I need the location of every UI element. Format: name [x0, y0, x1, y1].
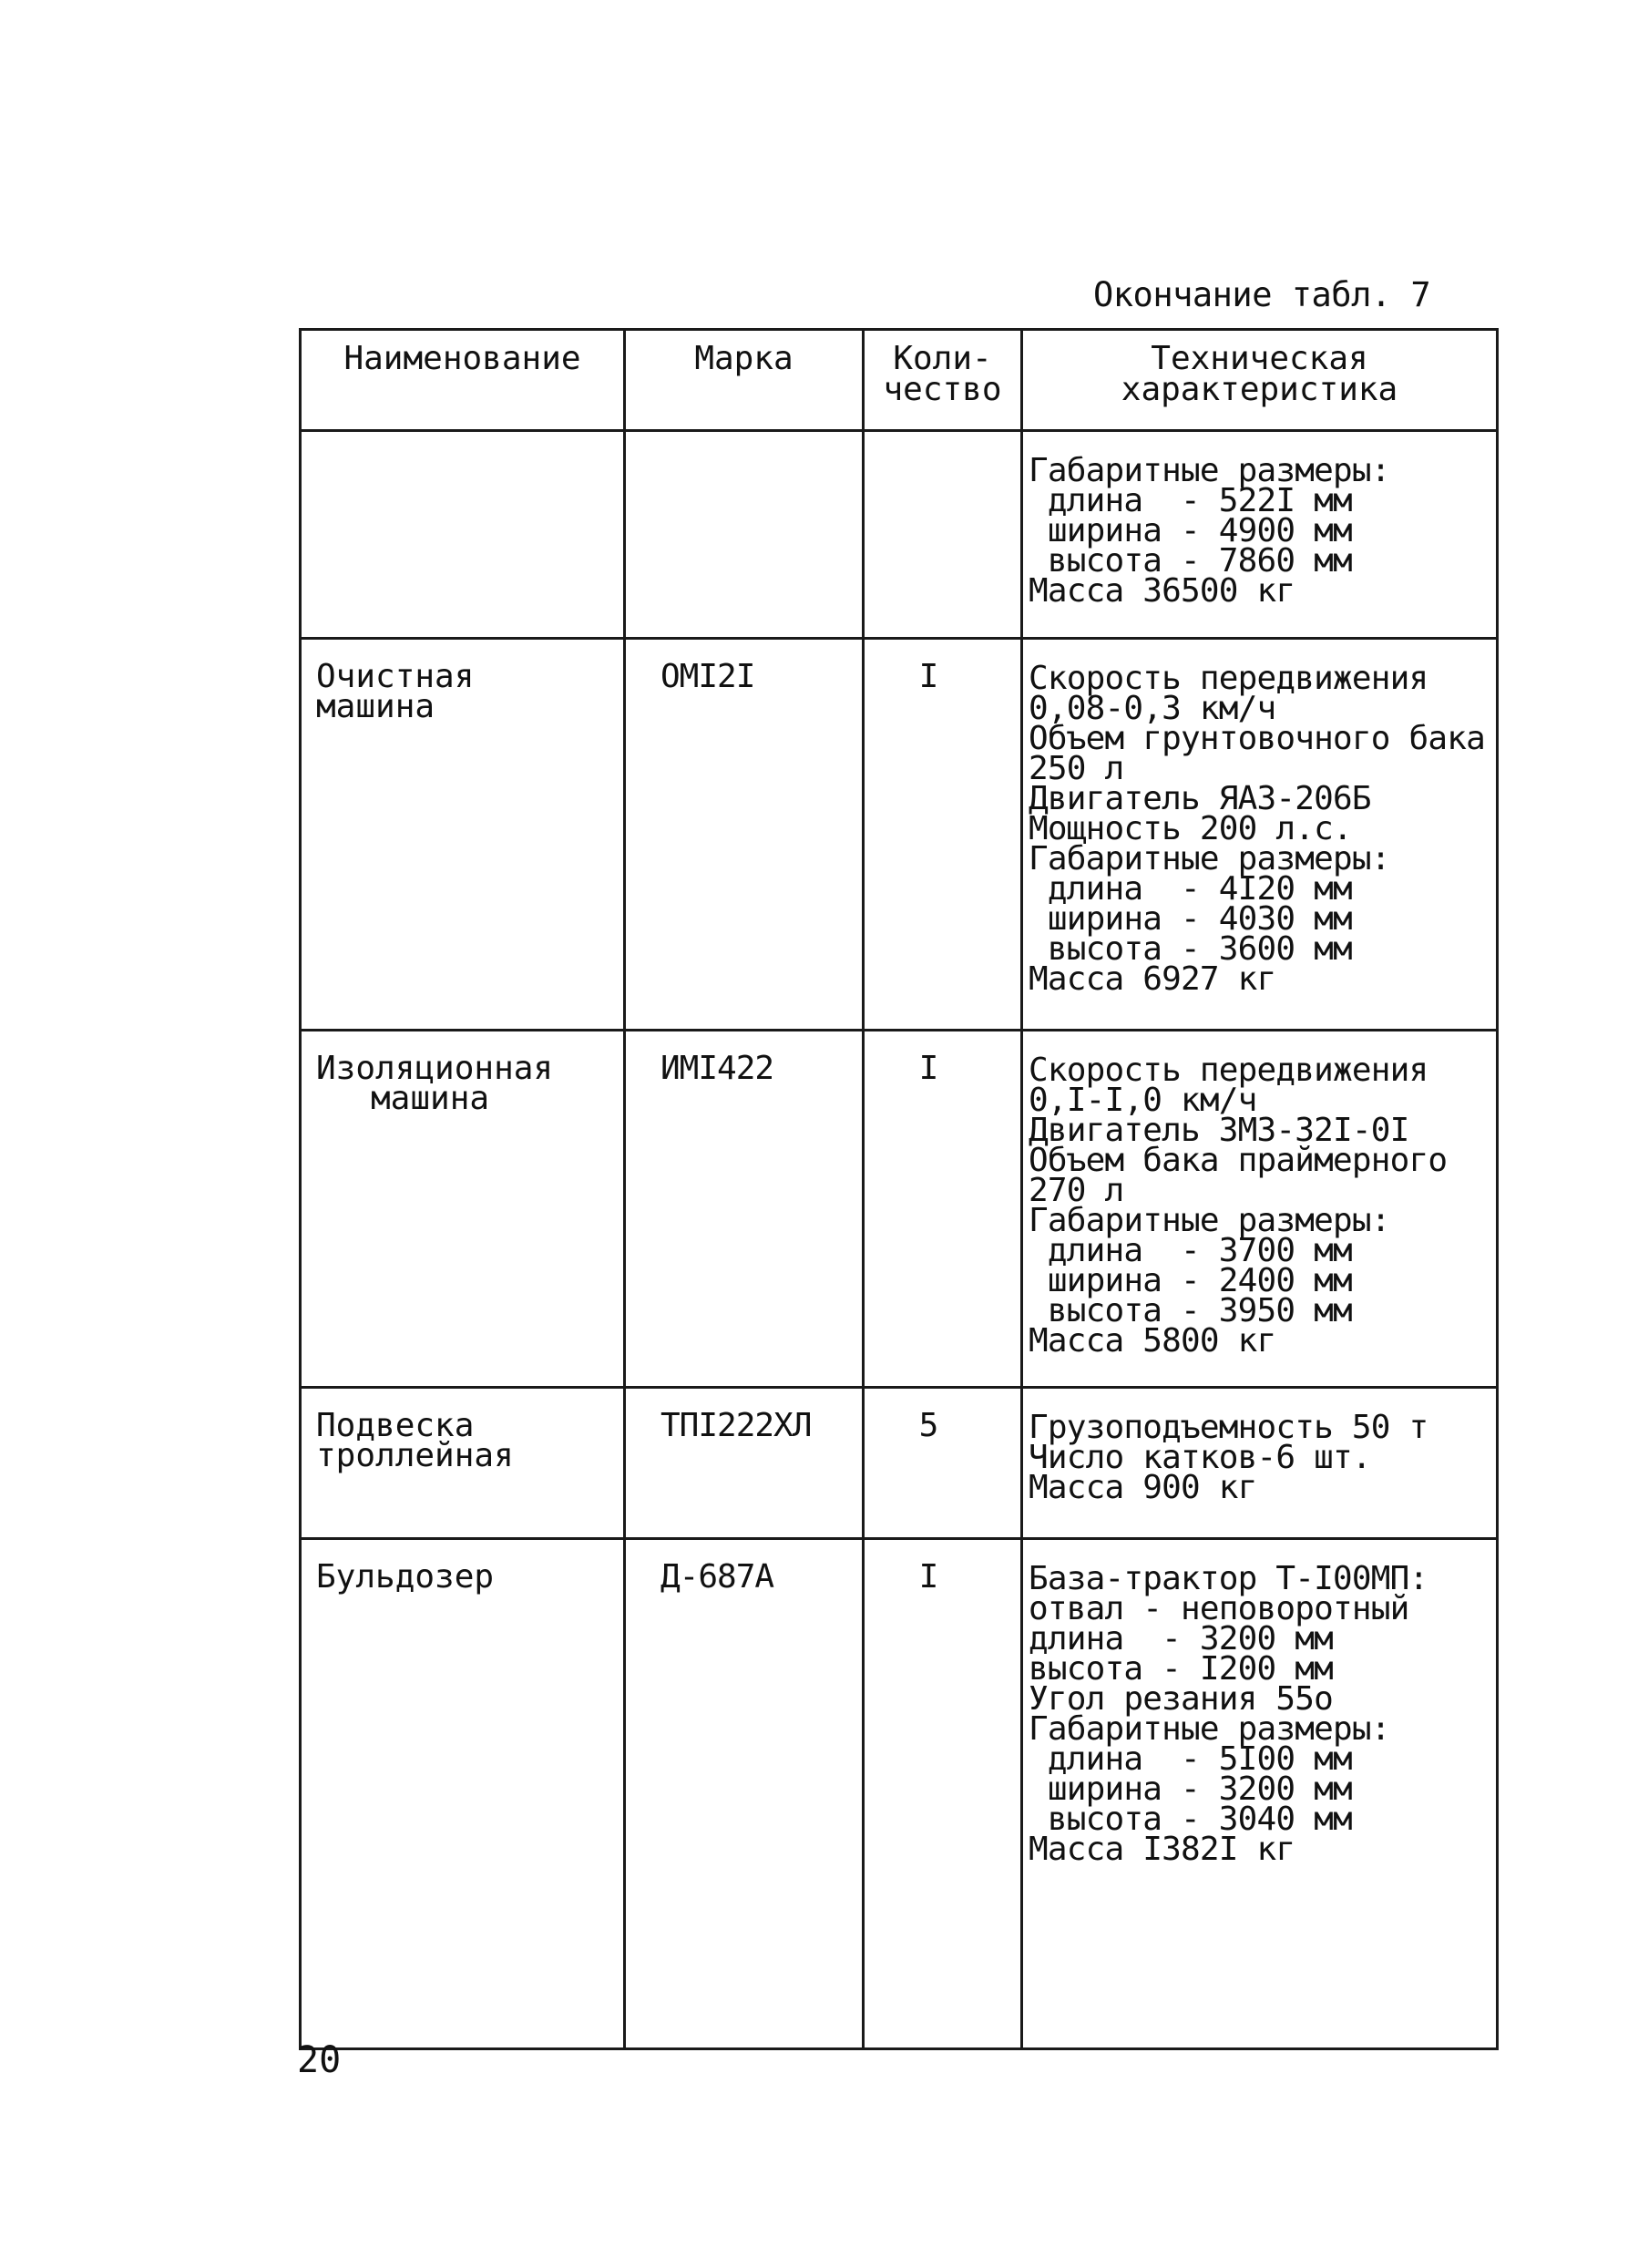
- cell-mark: ТПI222ХЛ: [625, 1388, 864, 1539]
- table-row: [301, 1031, 1498, 1388]
- cell-mark: ИМI422: [625, 1031, 864, 1388]
- cell-mark: [625, 431, 864, 639]
- cell-quantity: I: [864, 639, 1022, 1031]
- header-spec: Техническая характеристика: [1022, 330, 1498, 431]
- equipment-table: [299, 328, 1499, 2050]
- table-row: [301, 1539, 1498, 2049]
- cell-quantity: 5: [864, 1388, 1022, 1539]
- cell-quantity: I: [864, 1031, 1022, 1388]
- cell-spec: Грузоподъемность 50 т Число катков-6 шт. Масса 900 кг: [1022, 1388, 1498, 1539]
- page-number: 20: [297, 2039, 342, 2081]
- cell-quantity: [864, 431, 1022, 639]
- header-quantity: Коли- чество: [864, 330, 1022, 431]
- cell-name: Очистная машина: [301, 639, 625, 1031]
- header-name: Наименование: [301, 330, 625, 431]
- cell-mark: ОМI2I: [625, 639, 864, 1031]
- cell-name: Подвеска троллейная: [301, 1388, 625, 1539]
- table-row: [301, 431, 1498, 639]
- cell-name: Бульдозер: [301, 1539, 625, 2049]
- table-caption: Окончание табл. 7: [1093, 275, 1431, 314]
- cell-name: [301, 431, 625, 639]
- header-mark: Марка: [625, 330, 864, 431]
- table-row: [301, 1388, 1498, 1539]
- cell-spec: Габаритные размеры: длина - 522I мм ширина - 4900 мм высота - 7860 мм Масса 36500 кг: [1022, 431, 1498, 639]
- cell-spec: Скорость передвижения 0,08-0,3 км/ч Объем грунтовочного бака 250 л Двигатель ЯАЗ-206Б Мощность 200 л.с. Габаритные размеры: длина - 4I20 мм ширина - 4030 мм высота - 3600 мм Масса 6927 кг: [1022, 639, 1498, 1031]
- cell-quantity: I: [864, 1539, 1022, 2049]
- cell-mark: Д-687А: [625, 1539, 864, 2049]
- cell-name: Изоляционная машина: [301, 1031, 625, 1388]
- cell-spec: База-трактор Т-I00МП: отвал - неповоротный длина - 3200 мм высота - I200 мм Угол резания 55о Габаритные размеры: длина - 5I00 мм ширина - 3200 мм высота - 3040 мм Масса I382I кг: [1022, 1539, 1498, 2049]
- table-row: [301, 639, 1498, 1031]
- cell-spec: Скорость передвижения 0,I-I,0 км/ч Двигатель ЗМЗ-32I-0I Объем бака праймерного 270 л Габаритные размеры: длина - 3700 мм ширина - 2400 мм высота - 3950 мм Масса 5800 кг: [1022, 1031, 1498, 1388]
- table-header-row: [301, 330, 1498, 431]
